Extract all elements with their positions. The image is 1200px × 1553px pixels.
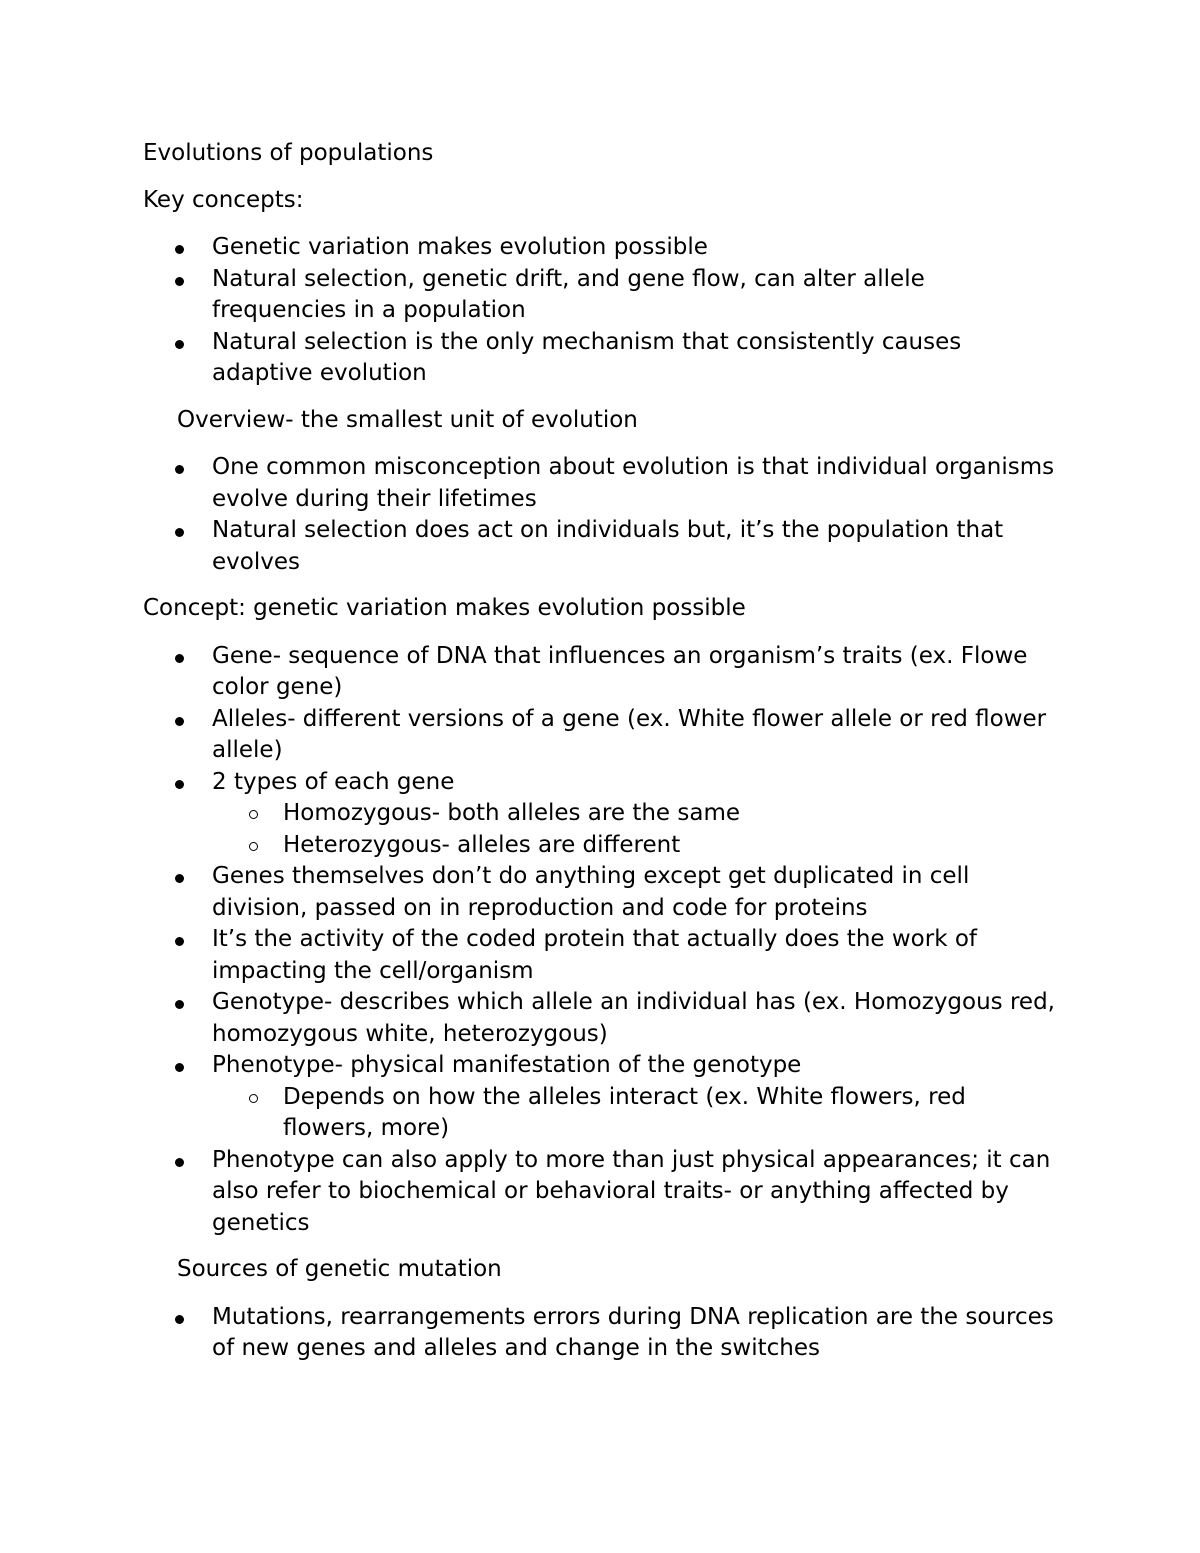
bullet-icon xyxy=(175,937,184,946)
list-item: 2 types of each gene Homozygous- both alleles are the same Heterozygous- alleles are different xyxy=(143,767,1063,862)
bullet-icon xyxy=(175,465,184,474)
list-item: Genes themselves don’t do anything except get duplicated in cell division, passed on in reproduction and code for proteins xyxy=(143,861,1063,924)
bullet-icon xyxy=(175,717,184,726)
overview-list xyxy=(143,452,1063,578)
list-item: One common misconception about evolution is that individual organisms evolve during their lifetimes xyxy=(143,452,1063,515)
hollow-bullet-icon xyxy=(249,1094,258,1103)
bullet-icon xyxy=(175,1315,184,1324)
list-item: It’s the activity of the coded protein that actually does the work of impacting the cell/organism xyxy=(143,924,1063,987)
hollow-bullet-icon xyxy=(249,810,258,819)
bullet-icon xyxy=(175,277,184,286)
document-title: Evolutions of populations xyxy=(143,140,434,166)
bullet-icon xyxy=(175,780,184,789)
bullet-icon xyxy=(175,874,184,883)
list-item: Phenotype can also apply to more than just physical appearances; it can also refer to biochemical or behavioral traits- or anything affected by genetics xyxy=(143,1145,1063,1240)
key-concepts-list xyxy=(143,232,1063,390)
list-item: Genetic variation makes evolution possible xyxy=(143,232,1063,264)
bullet-icon xyxy=(175,654,184,663)
list-item: Mutations, rearrangements errors during DNA replication are the sources of new genes and alleles and change in the switches xyxy=(143,1302,1063,1365)
bullet-icon xyxy=(175,340,184,349)
document-page xyxy=(143,138,1063,1380)
section-heading-genetic-variation: Concept: genetic variation makes evolution possible xyxy=(143,595,746,621)
bullet-icon xyxy=(175,1000,184,1009)
list-item: Phenotype- physical manifestation of the genotype Depends on how the alleles interact (ex. White flowers, red flowers, more) xyxy=(143,1050,1063,1145)
section-heading-sources-of-mutation: Sources of genetic mutation xyxy=(177,1256,502,1282)
sources-of-mutation-list xyxy=(143,1302,1063,1365)
list-item: Natural selection does act on individuals but, it’s the population that evolves xyxy=(143,515,1063,578)
section-heading-overview: Overview- the smallest unit of evolution xyxy=(177,406,638,433)
sub-list xyxy=(212,798,1063,861)
list-item: Natural selection is the only mechanism that consistently causes adaptive evolution xyxy=(143,327,1063,390)
list-item: Natural selection, genetic drift, and gene flow, can alter allele frequencies in a population xyxy=(143,264,1063,327)
bullet-icon xyxy=(175,528,184,537)
list-item: Alleles- different versions of a gene (ex. White flower allele or red flower allele) xyxy=(143,704,1063,767)
list-item: Genotype- describes which allele an individual has (ex. Homozygous red, homozygous white, heterozygous) xyxy=(143,987,1063,1050)
sub-list-item: Heterozygous- alleles are different xyxy=(212,830,1063,862)
section-heading-key-concepts: Key concepts: xyxy=(143,186,304,213)
sub-list xyxy=(212,1082,1063,1145)
hollow-bullet-icon xyxy=(249,842,258,851)
bullet-icon xyxy=(175,245,184,254)
bullet-icon xyxy=(175,1063,184,1072)
genetic-variation-list xyxy=(143,641,1063,1240)
sub-list-item: Homozygous- both alleles are the same xyxy=(212,798,1063,830)
bullet-icon xyxy=(175,1158,184,1167)
sub-list-item: Depends on how the alleles interact (ex. White flowers, red flowers, more) xyxy=(212,1082,1063,1145)
list-item: Gene- sequence of DNA that influences an organism’s traits (ex. Flowe color gene) xyxy=(143,641,1063,704)
